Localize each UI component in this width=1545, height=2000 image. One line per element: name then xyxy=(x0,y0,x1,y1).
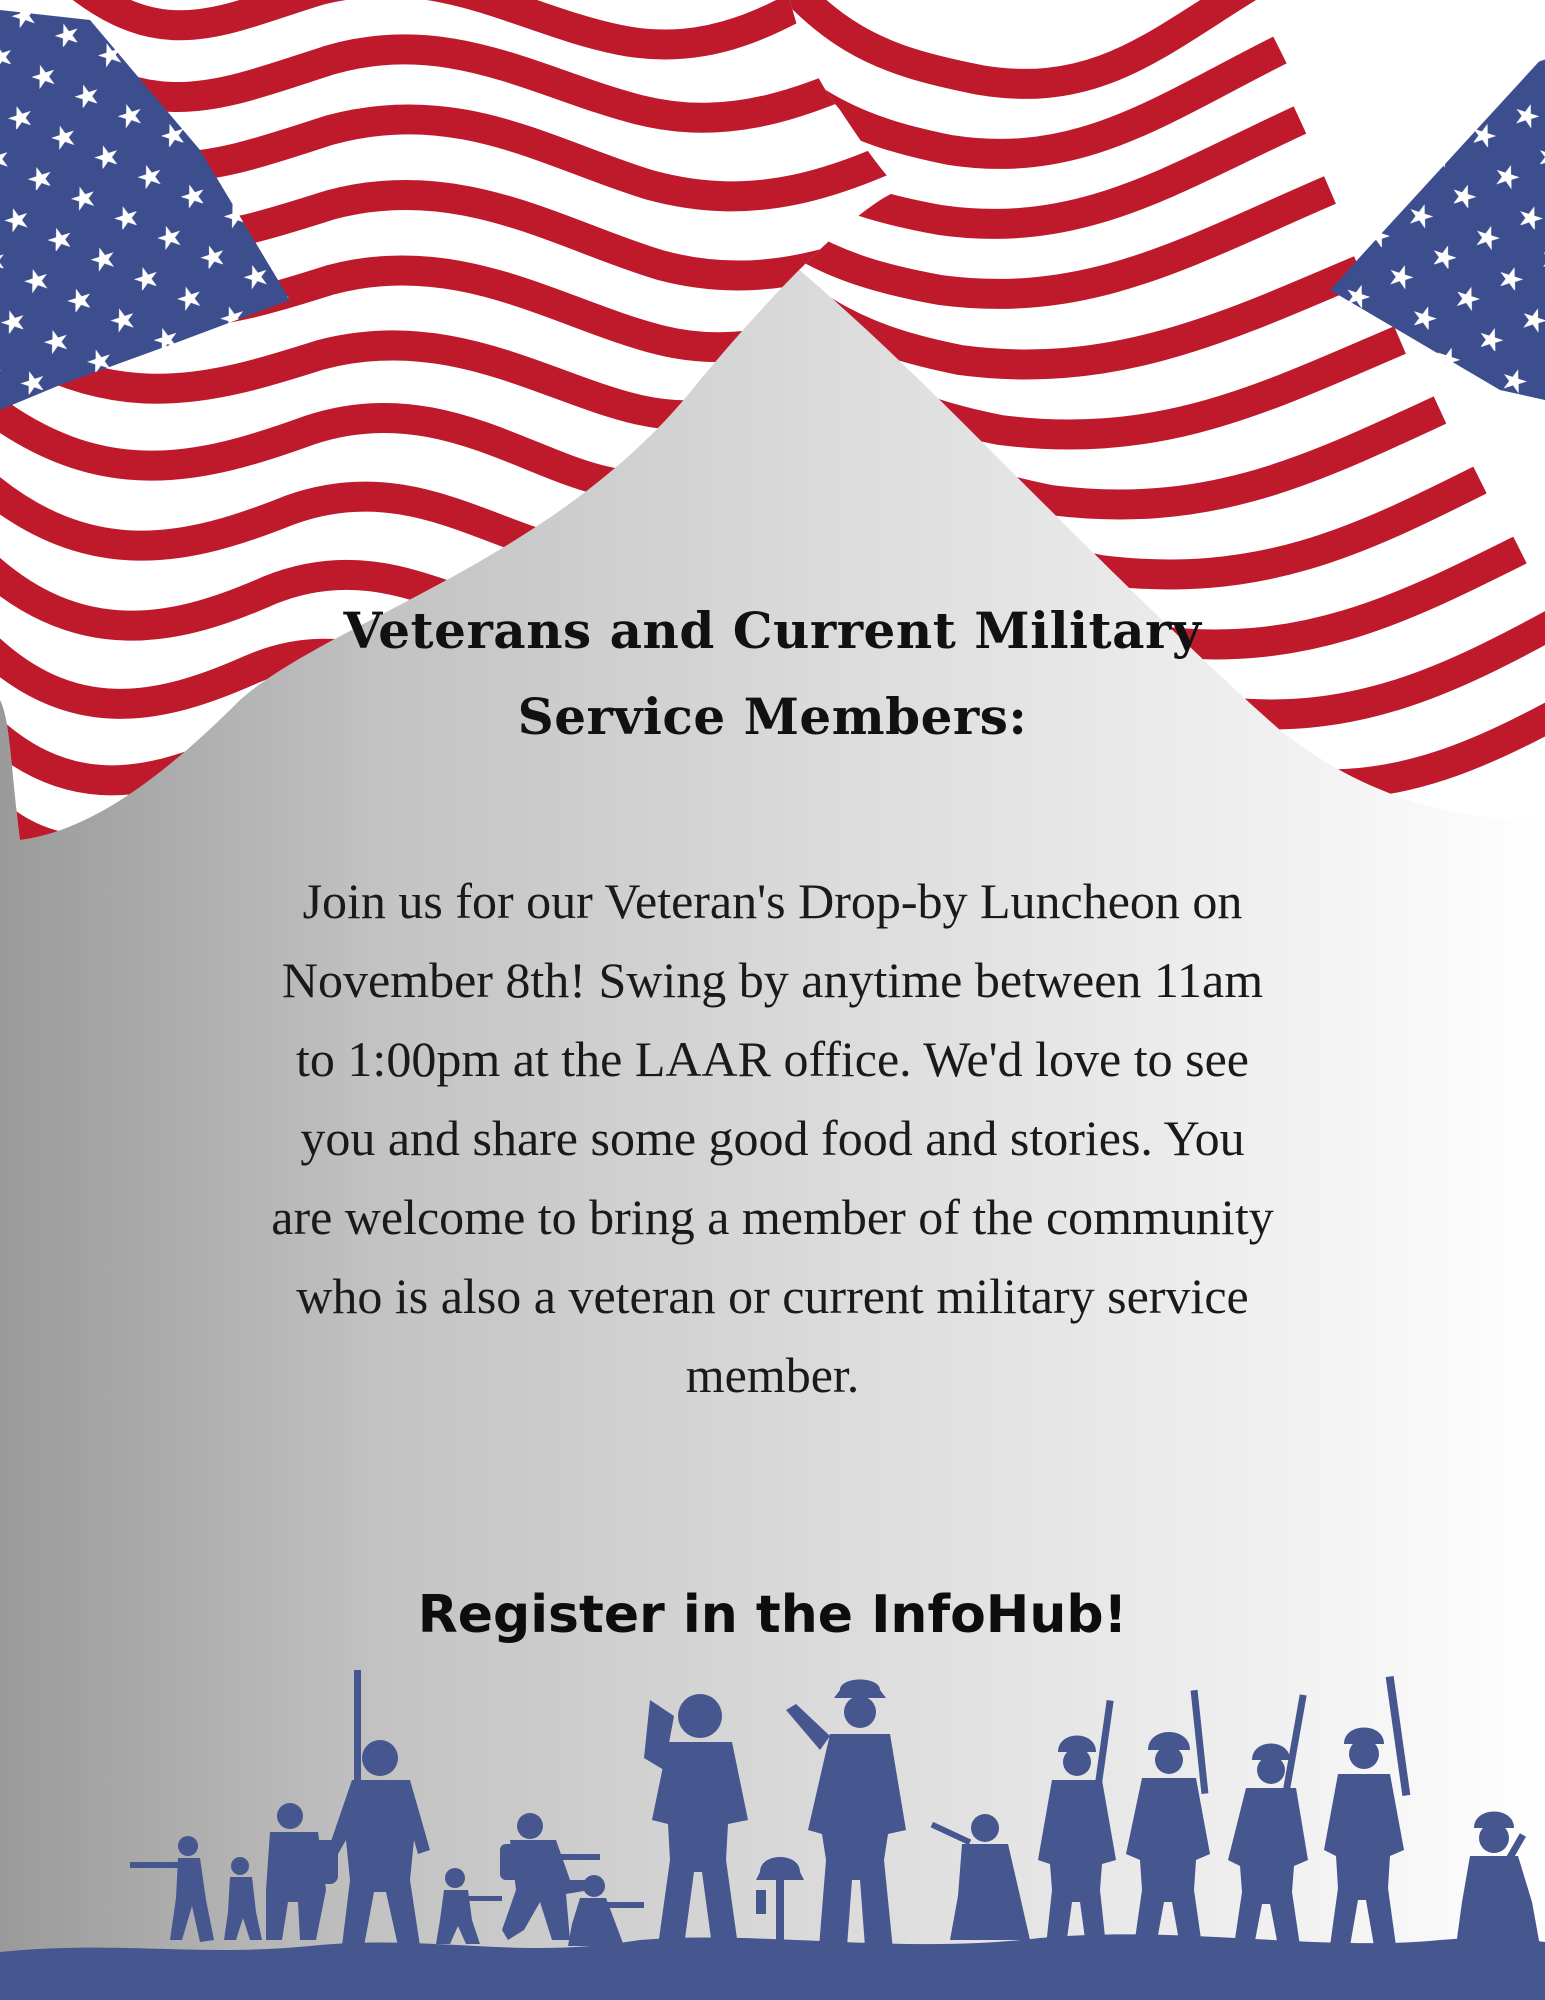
soldier-figure-3-icon xyxy=(266,1803,338,1940)
soldier-figure-9-icon xyxy=(931,1814,1030,1940)
soldier-figure-13-icon xyxy=(1324,1676,1410,1946)
soldier-figure-1-icon xyxy=(130,1836,214,1942)
soldier-figure-14-icon xyxy=(1456,1812,1540,1947)
soldier-figure-10-icon xyxy=(1038,1700,1116,1946)
soldier-figure-8-icon xyxy=(644,1694,748,1946)
soldier-figure-2-icon xyxy=(224,1857,262,1940)
soldier-figure-5-icon xyxy=(436,1868,502,1944)
fallen-soldier-memorial-icon xyxy=(756,1857,804,1950)
event-description: Join us for our Veteran's Drop-by Luncheon on November 8th! Swing by anytime between 11am to 1:00pm at the LAAR office. We'd love to see you and share some good food and stories. You are welcome to bring a member of the community who is also a veteran or current military service member. xyxy=(271,873,1274,1403)
register-call-to-action: Register in the InfoHub! xyxy=(417,1585,1128,1645)
soldier-figure-4-icon xyxy=(328,1670,430,1946)
soldier-figure-12-icon xyxy=(1228,1694,1308,1946)
soldier-figure-11-icon xyxy=(1126,1690,1210,1946)
event-headline: Veterans and Current Military Service Members: xyxy=(343,601,1202,746)
saluting-soldier-icon xyxy=(786,1680,906,1961)
soldier-silhouettes-icon xyxy=(0,1640,1545,2000)
